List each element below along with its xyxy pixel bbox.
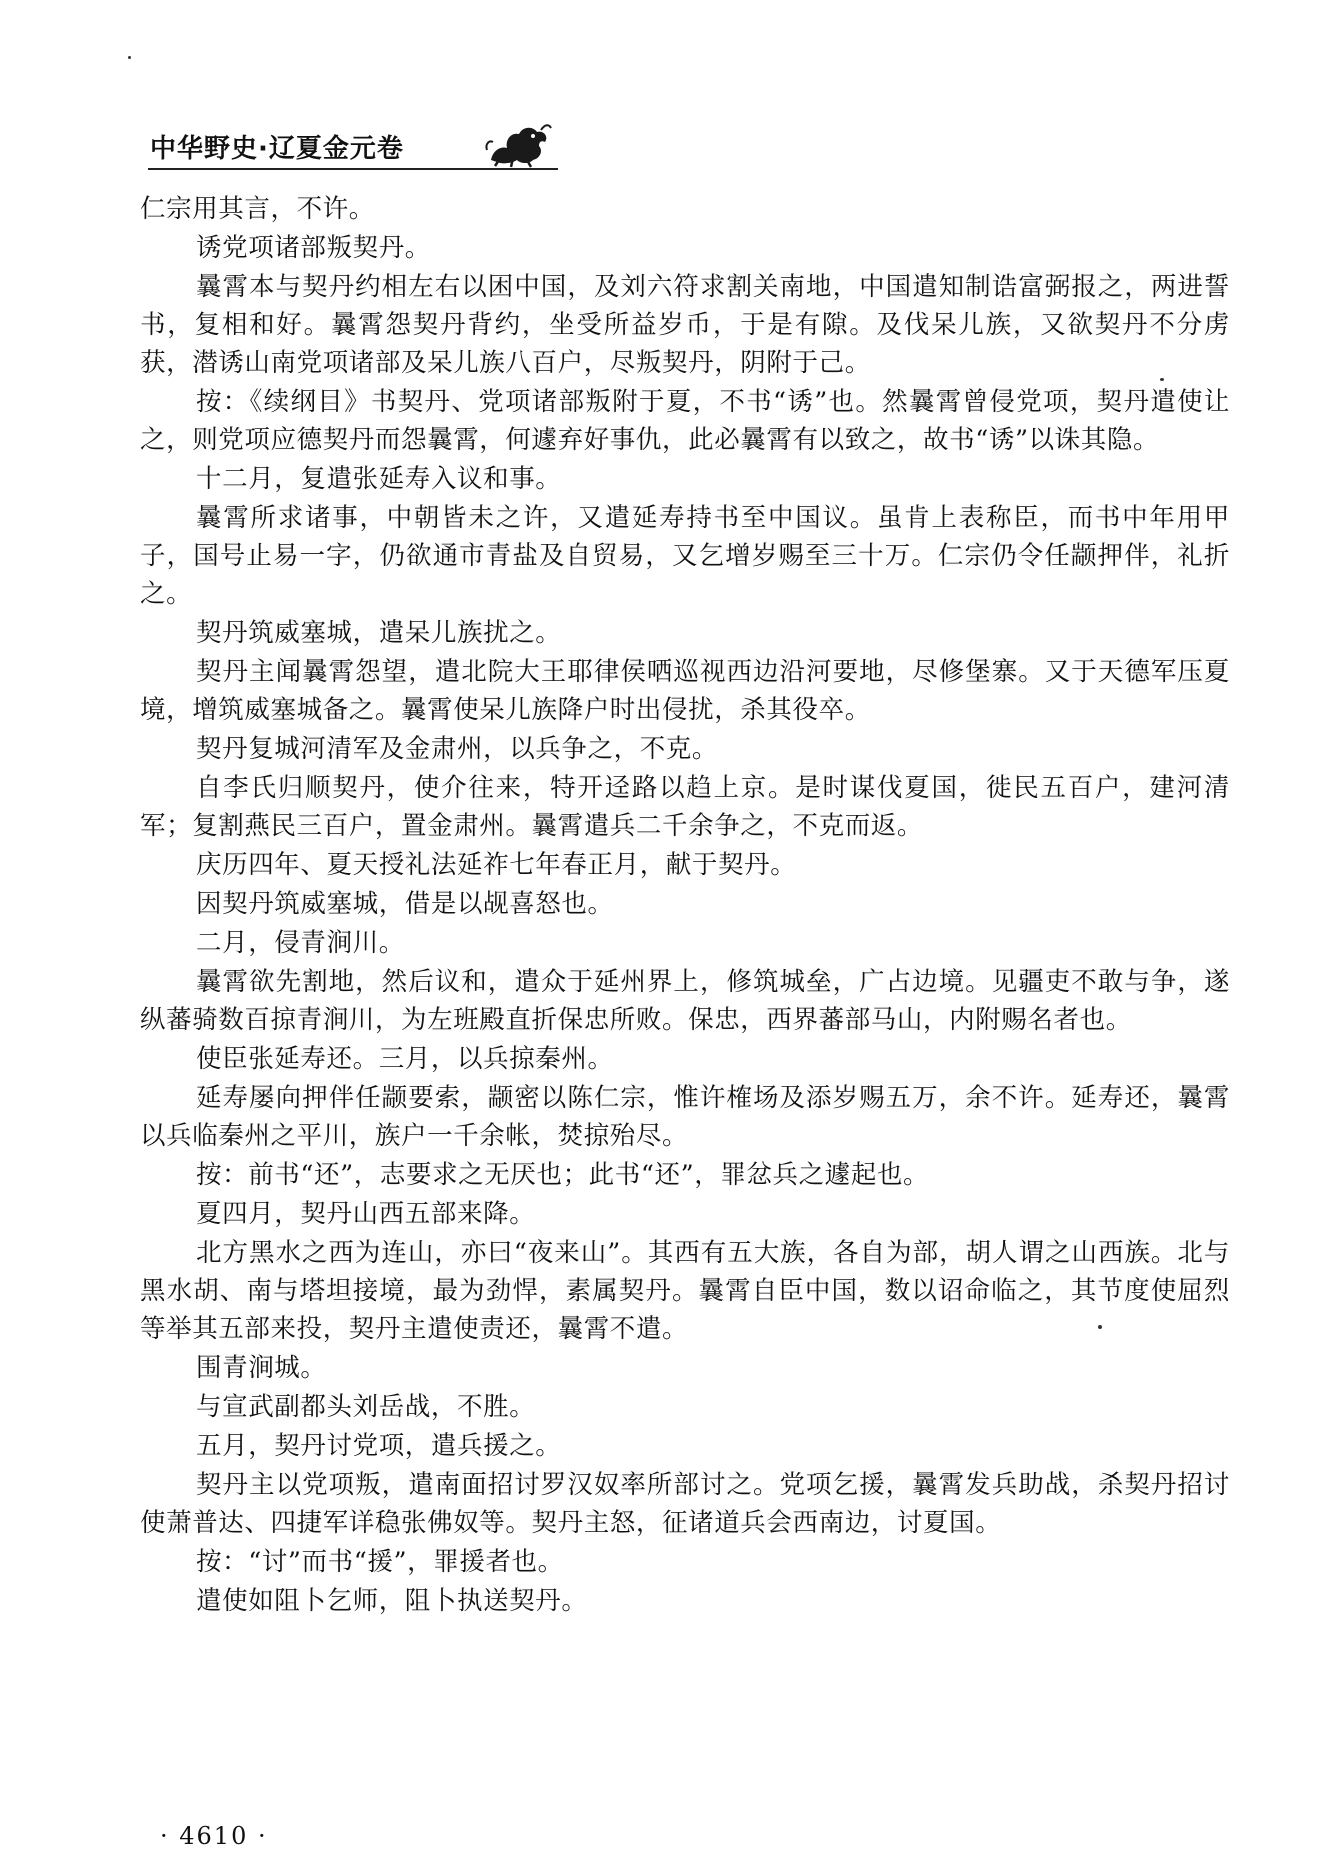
paragraph: 契丹主以党项叛，遣南面招讨罗汉奴率所部讨之。党项乞援，曩霄发兵助战，杀契丹招讨使萧普达、四捷军详稳张佛奴等。契丹主怒，征诸道兵会西南边，讨夏国。 — [140, 1470, 1230, 1538]
paragraph: 按：“讨”而书“援”，罪援者也。 — [196, 1547, 564, 1577]
paragraph: 北方黑水之西为连山，亦曰“夜来山”。其西有五大族，各自为部，胡人谓之山西族。北与黑水胡、南与塔坦接境，最为劲悍，素属契丹。曩霄自臣中国，数以诏命临之，其节度使屈烈等举其五部来投，契丹主遣使责还，曩霄不遣。 — [140, 1238, 1230, 1344]
paragraph: 庆历四年、夏天授礼法延祚七年春正月，献于契丹。 — [196, 850, 797, 880]
paragraph: 契丹复城河清军及金肃州，以兵争之，不克。 — [196, 734, 719, 764]
paragraph: 仁宗用其言，不许。 — [140, 194, 375, 224]
paragraph: 围青涧城。 — [196, 1353, 327, 1383]
running-header — [148, 118, 568, 174]
paragraph: 使臣张延寿还。三月，以兵掠秦州。 — [196, 1044, 614, 1074]
body-text — [140, 190, 1230, 1621]
paragraph: 自李氏归顺契丹，使介往来，特开迳路以趋上京。是时谋伐夏国，徙民五百户，建河清军；复割燕民三百户，置金肃州。曩霄遣兵二千余争之，不克而返。 — [140, 773, 1230, 841]
paragraph: 按：《续纲目》书契丹、党项诸部叛附于夏，不书“诱”也。然曩霄曾侵党项，契丹遣使让之，则党项应德契丹而怨曩霄，何遽弃好事仇，此必曩霄有以致之，故书“诱”以诛其隐。 — [140, 387, 1230, 455]
paragraph: 曩霄本与契丹约相左右以困中国，及刘六符求割关南地，中国遣知制诰富弼报之，两进誓书，复相和好。曩霄怨契丹背约，坐受所益岁币，于是有隙。及伐呆儿族，又欲契丹不分虏获，潜诱山南党项诸部及呆儿族八百户，尽叛契丹，阴附于己。 — [140, 272, 1230, 378]
paragraph: 诱党项诸部叛契丹。 — [196, 233, 431, 263]
dragon-icon — [483, 120, 553, 168]
scan-speck — [1098, 1325, 1102, 1329]
paragraph: 夏四月，契丹山西五部来降。 — [196, 1199, 536, 1229]
scan-speck — [1160, 378, 1164, 381]
book-title: 中华野史·辽夏金元卷 — [150, 134, 404, 164]
paragraph: 十二月，复遣张延寿入议和事。 — [196, 464, 562, 494]
paragraph: 曩霄所求诸事，中朝皆未之许，又遣延寿持书至中国议。虽肯上表称臣，而书中年用甲子，国号止易一字，仍欲通市青盐及自贸易，又乞增岁赐至三十万。仁宗仍令任颛押伴，礼折之。 — [140, 503, 1230, 609]
paragraph: 因契丹筑威塞城，借是以觇喜怒也。 — [196, 889, 614, 919]
paragraph: 曩霄欲先割地，然后议和，遣众于延州界上，修筑城垒，广占边境。见疆吏不敢与争，遂纵蕃骑数百掠青涧川，为左班殿直折保忠所败。保忠，西界蕃部马山，内附赐名者也。 — [140, 967, 1230, 1035]
paragraph: 二月，侵青涧川。 — [196, 928, 405, 958]
paragraph: 遣使如阻卜乞师，阻卜执送契丹。 — [196, 1586, 588, 1616]
header-rule — [148, 168, 558, 170]
paragraph: 按：前书“还”，志要求之无厌也；此书“还”，罪忿兵之遽起也。 — [196, 1160, 930, 1190]
page-number: · 4610 · — [160, 1822, 268, 1850]
scan-speck — [128, 56, 131, 59]
paragraph: 与宣武副都头刘岳战，不胜。 — [196, 1392, 536, 1422]
paragraph: 契丹主闻曩霄怨望，遣北院大王耶律侯哂巡视西边沿河要地，尽修堡寨。又于天德军压夏境，增筑威塞城备之。曩霄使呆儿族降户时出侵扰，杀其役卒。 — [140, 657, 1230, 725]
paragraph: 五月，契丹讨党项，遣兵援之。 — [196, 1431, 562, 1461]
paragraph: 契丹筑威塞城，遣呆儿族扰之。 — [196, 618, 562, 648]
paragraph: 延寿屡向押伴任颛要索，颛密以陈仁宗，惟许榷场及添岁赐五万，余不许。延寿还，曩霄以兵临秦州之平川，族户一千余帐，焚掠殆尽。 — [140, 1083, 1230, 1151]
